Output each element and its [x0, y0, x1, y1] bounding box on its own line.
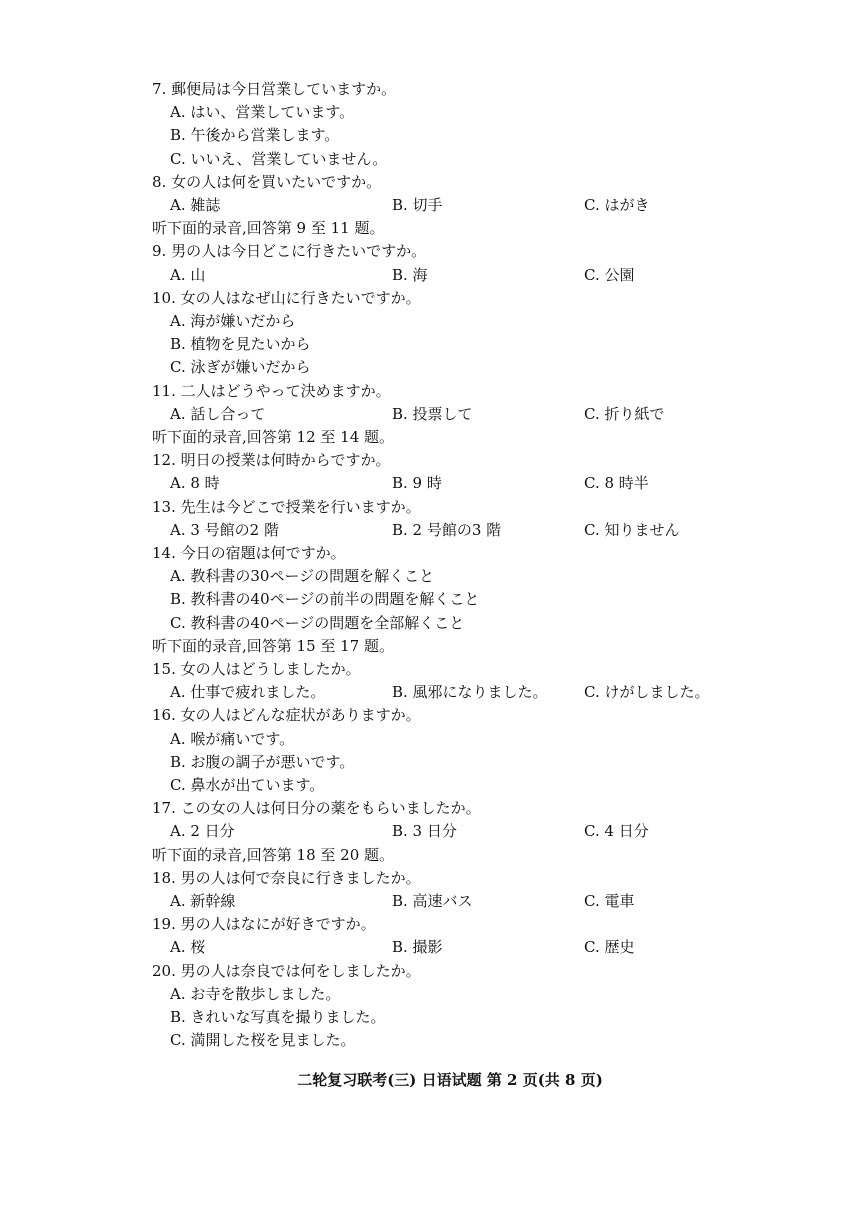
option-row — [0, 681, 860, 704]
option-b: B. 高速バス — [392, 892, 473, 910]
option-row — [0, 890, 860, 913]
option-line — [0, 588, 860, 611]
option-c: C. 折り紙で — [584, 404, 665, 423]
question-text: 12. 明日の授業は何時からですか。 — [152, 451, 391, 470]
option-c: C. 知りません — [584, 520, 680, 539]
option-b: B. 切手 — [392, 196, 443, 214]
instruction-text: 听下面的录音,回答第 18 至 20 题。 — [152, 845, 395, 864]
question-line — [0, 542, 860, 565]
option-c: C. けがしました。 — [584, 683, 710, 702]
option-text: A. 喉が痛いです。 — [170, 729, 295, 748]
option-line — [0, 983, 860, 1006]
question-line — [0, 380, 860, 403]
option-line — [0, 774, 860, 797]
option-a: A. 桜 — [170, 938, 206, 957]
option-text: B. 教科書の40ページの前半の問題を解くこと — [170, 590, 480, 609]
instruction-line — [0, 844, 860, 867]
question-text: 16. 女の人はどんな症状がありますか。 — [152, 706, 421, 725]
page-footer: 二轮复习联考(三) 日语试题 第 2 页(共 8 页) — [297, 1071, 603, 1089]
option-text: C. 泳ぎが嫌いだから — [170, 358, 311, 377]
option-b: B. 撮影 — [392, 938, 443, 957]
question-text: 15. 女の人はどうしましたか。 — [152, 660, 361, 678]
option-c: C. 公園 — [584, 265, 635, 284]
option-line — [0, 1029, 860, 1052]
question-text: 20. 男の人は奈良では何をしましたか。 — [152, 961, 421, 980]
question-text: 7. 郵便局は今日営業していますか。 — [152, 80, 397, 98]
question-text: 18. 男の人は何で奈良に行きましたか。 — [152, 868, 421, 887]
instruction-line — [0, 426, 860, 449]
option-a: A. 3 号館の2 階 — [170, 520, 279, 539]
option-line — [0, 728, 860, 751]
option-line — [0, 310, 860, 333]
option-row — [0, 194, 860, 217]
option-text: A. 教科書の30ページの問題を解くこと — [170, 567, 435, 586]
question-text: 14. 今日の宿題は何ですか。 — [152, 544, 346, 562]
question-text: 9. 男の人は今日どこに行きたいですか。 — [152, 242, 427, 261]
option-text: A. はい、営業しています。 — [170, 103, 355, 122]
instruction-text: 听下面的录音,回答第 9 至 11 题。 — [152, 219, 385, 238]
question-text: 8. 女の人は何を買いたいですか。 — [152, 172, 382, 191]
option-b: B. 2 号館の3 階 — [392, 520, 502, 539]
option-c: C. 電車 — [584, 892, 635, 910]
option-text: B. 植物を見たいから — [170, 335, 311, 354]
question-line — [0, 496, 860, 519]
question-line — [0, 287, 860, 310]
option-a: A. 仕事で疲れました。 — [170, 683, 326, 702]
question-text: 10. 女の人はなぜ山に行きたいですか。 — [152, 288, 421, 307]
question-line — [0, 449, 860, 472]
option-c: C. 8 時半 — [584, 474, 649, 493]
option-line — [0, 148, 860, 171]
question-line — [0, 658, 860, 681]
option-text: C. 鼻水が出ています。 — [170, 776, 325, 794]
option-line — [0, 356, 860, 379]
question-text: 19. 男の人はなにが好きですか。 — [152, 915, 376, 934]
option-c: C. 4 日分 — [584, 822, 649, 841]
question-line — [0, 913, 860, 936]
option-a: A. 2 日分 — [170, 822, 235, 841]
option-row — [0, 936, 860, 959]
option-row — [0, 519, 860, 542]
option-line — [0, 333, 860, 356]
option-a: A. 話し合って — [170, 404, 266, 423]
option-row — [0, 820, 860, 843]
question-text: 11. 二人はどうやって決めますか。 — [152, 381, 391, 400]
option-a: A. 山 — [170, 265, 206, 284]
option-b: B. 海 — [392, 265, 428, 284]
question-line — [0, 867, 860, 890]
question-line — [0, 171, 860, 194]
option-text: C. 教科書の40ページの問題を全部解くこと — [170, 613, 465, 632]
option-line — [0, 101, 860, 124]
option-line — [0, 124, 860, 147]
question-line — [0, 78, 860, 101]
option-c: C. 歴史 — [584, 938, 635, 957]
option-text: A. お寺を散歩しました。 — [170, 984, 341, 1003]
question-line — [0, 240, 860, 263]
instruction-line — [0, 217, 860, 240]
option-c: C. はがき — [584, 196, 650, 214]
instruction-line — [0, 635, 860, 658]
option-line — [0, 565, 860, 588]
option-a: A. 新幹線 — [170, 892, 236, 910]
option-b: B. 風邪になりました。 — [392, 683, 548, 702]
option-text: C. いいえ、営業していません。 — [170, 149, 388, 168]
option-line — [0, 1006, 860, 1029]
question-text: 17. この女の人は何日分の薬をもらいましたか。 — [152, 799, 481, 818]
question-line — [0, 797, 860, 820]
question-line — [0, 960, 860, 983]
question-text: 13. 先生は今どこで授業を行いますか。 — [152, 497, 421, 516]
option-b: B. 3 日分 — [392, 822, 457, 841]
option-text: B. 午後から営業します。 — [170, 126, 340, 145]
option-row — [0, 472, 860, 495]
instruction-text: 听下面的录音,回答第 12 至 14 题。 — [152, 428, 395, 446]
option-text: B. きれいな写真を撮りました。 — [170, 1008, 386, 1026]
instruction-text: 听下面的录音,回答第 15 至 17 题。 — [152, 636, 395, 655]
option-a: A. 8 時 — [170, 474, 220, 493]
option-row — [0, 403, 860, 426]
option-text: C. 満開した桜を見ました。 — [170, 1031, 356, 1050]
option-line — [0, 612, 860, 635]
option-b: B. 9 時 — [392, 474, 442, 493]
option-line — [0, 751, 860, 774]
option-b: B. 投票して — [392, 404, 473, 423]
option-row — [0, 264, 860, 287]
question-line — [0, 704, 860, 727]
option-text: A. 海が嫌いだから — [170, 312, 296, 330]
option-text: B. お腹の調子が悪いです。 — [170, 752, 355, 771]
option-a: A. 雑誌 — [170, 196, 221, 214]
